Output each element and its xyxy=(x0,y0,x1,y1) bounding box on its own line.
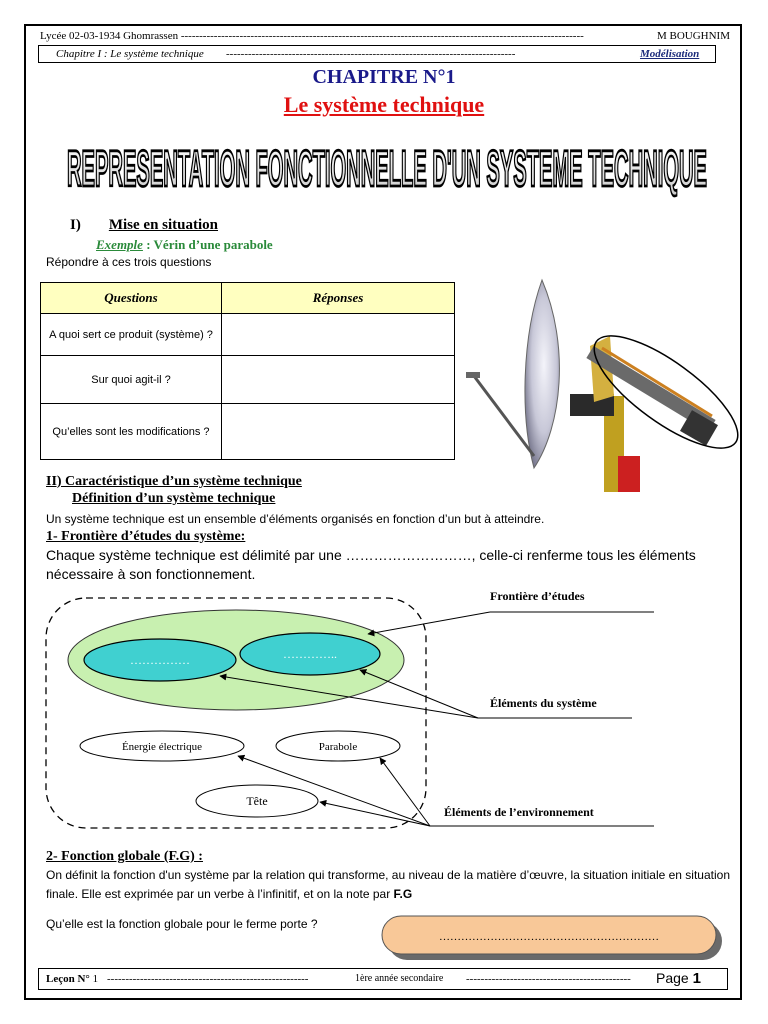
table-row: Qu’elles sont les modifications ? xyxy=(41,404,455,460)
global-function-question: Qu’elle est la fonction globale pour le ferme porte ? xyxy=(46,917,318,931)
table-row: A quoi sert ce produit (système) ? xyxy=(41,314,455,356)
section1-heading: I) Mise en situation xyxy=(70,217,219,233)
definition-text: Un système technique est un ensemble d’éléments organisés en fonction d’un but à atteindre. xyxy=(46,512,545,526)
col-responses: Réponses xyxy=(222,283,455,314)
definition-heading: Définition d’un système technique xyxy=(72,491,276,506)
env-energy-text: Énergie électrique xyxy=(121,741,203,753)
col-questions: Questions xyxy=(41,283,222,314)
global-function-heading: 2- Fonction globale (F.G) : xyxy=(46,849,203,864)
element-2-text: ………….. xyxy=(283,647,337,661)
table-row: Sur quoi agit-il ? xyxy=(41,356,455,404)
chapter-subtitle: Le système technique xyxy=(283,92,485,117)
dish-icon xyxy=(525,280,559,468)
banner-title xyxy=(64,130,710,198)
frontier-heading: 1- Frontière d’études du système: xyxy=(46,529,246,544)
system-diagram xyxy=(0,580,768,842)
answer-box[interactable] xyxy=(380,912,728,964)
header-tag: Modélisation xyxy=(640,48,700,60)
global-function-text: On définit la fonction d'un système par la relation qui transforme, au niveau de la matière d’œuvre, la situation initiale en situation finale. Elle est exprimée par un verbe à l’infinitif, et on la note par F.G xyxy=(46,868,730,901)
answer-dots: …………………………………………………… xyxy=(439,931,659,943)
chapter-title: CHAPITRE N°1 xyxy=(312,66,456,88)
frontier-text: Chaque système technique est délimité par une ………………………, celle-ci renferme tous les éléments nécessaire à son fonctionnement. xyxy=(46,547,696,582)
env-head-text: Tête xyxy=(246,794,268,808)
label-environment: Éléments de l’environnement xyxy=(444,805,594,819)
questions-table xyxy=(40,282,455,460)
footer-page: Page 1 xyxy=(656,970,701,987)
label-frontier: Frontière d’études xyxy=(490,589,585,603)
footer-class: 1ère année secondaire xyxy=(355,973,444,984)
footer-lesson: Leçon N° 1 xyxy=(46,973,99,985)
header-chapter: Chapitre I : Le système technique xyxy=(56,48,204,60)
section2-heading: II) Caractéristique d’un système technique xyxy=(46,474,302,489)
answer-cell[interactable] xyxy=(222,404,455,460)
header-top: Lycée 02-03-1934 Ghomrassen -------------------------------------------------------------------------------------------------------------- M BOUGHNIM xyxy=(40,30,730,42)
example-line: Exemple : Vérin d’une parabole xyxy=(96,237,273,252)
env-parabola-text: Parabole xyxy=(318,741,358,753)
header-right: M BOUGHNIM xyxy=(656,30,730,42)
table-header xyxy=(41,283,455,314)
banner-text: REPRESENTATION FONCTIONNELLE D'UN SYSTEME TECHNIQUE xyxy=(66,140,707,198)
parabola-illustration xyxy=(462,276,742,492)
label-system-elements: Éléments du système xyxy=(490,696,597,710)
answer-cell[interactable] xyxy=(222,356,455,404)
element-1-text: …………… xyxy=(130,653,190,667)
answer-cell[interactable] xyxy=(222,314,455,356)
header-left: Lycée 02-03-1934 Ghomrassen xyxy=(40,30,179,42)
instruction: Répondre à ces trois questions xyxy=(46,255,212,269)
